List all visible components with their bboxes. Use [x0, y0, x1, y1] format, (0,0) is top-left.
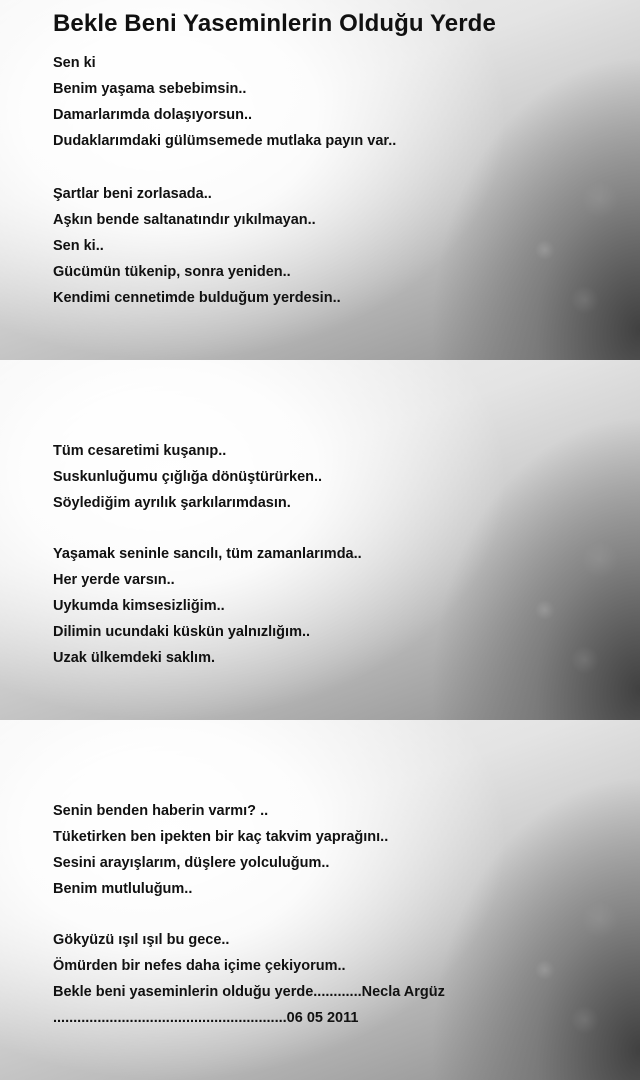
- poem-line: Aşkın bende saltanatındır yıkılmayan..: [53, 212, 316, 228]
- poem-panel-1: [0, 0, 640, 360]
- poem-line: Şartlar beni zorlasada..: [53, 186, 212, 202]
- poem-line: Tüm cesaretimi kuşanıp..: [53, 443, 227, 459]
- poem-line: Tüketirken ben ipekten bir kaç takvim yaprağını..: [53, 829, 389, 845]
- poem-line: Sen ki: [53, 55, 96, 71]
- poem-line: Dudaklarımdaki gülümsemede mutlaka payın var..: [53, 133, 397, 149]
- poem-line: Suskunluğumu çığlığa dönüştürürken..: [53, 469, 323, 485]
- stanza: [53, 181, 341, 311]
- poem-line: Benim mutluluğum..: [53, 881, 193, 897]
- poem-line: Ömürden bir nefes daha içime çekiyorum..: [53, 958, 346, 974]
- poem-line: Damarlarımda dolaşıyorsun..: [53, 107, 253, 123]
- poem-title: Bekle Beni Yaseminlerin Olduğu Yerde: [53, 10, 496, 37]
- poem-line: Sesini arayışlarım, düşlere yolculuğum..: [53, 855, 330, 871]
- poem-line: Söylediğim ayrılık şarkılarımdasın.: [53, 495, 291, 511]
- poem-line: Gücümün tükenip, sonra yeniden..: [53, 264, 291, 280]
- stanza: [53, 927, 445, 1031]
- poem-line: Sen ki..: [53, 238, 104, 254]
- poem-line: Dilimin ucundaki küskün yalnızlığım..: [53, 624, 311, 640]
- poem-line: Kendimi cennetimde bulduğum yerdesin..: [53, 290, 341, 306]
- stanza: [53, 541, 362, 671]
- poem-line: Gökyüzü ışıl ışıl bu gece..: [53, 932, 230, 948]
- poem-line: Yaşamak seninle sancılı, tüm zamanlarımda..: [53, 546, 362, 562]
- poem-line: Benim yaşama sebebimsin..: [53, 81, 247, 97]
- date-line: ..........................................................06 05 2011: [53, 1010, 359, 1026]
- poem-line: Senin benden haberin varmı? ..: [53, 803, 269, 819]
- poem-line: Uzak ülkemdeki saklım.: [53, 650, 215, 666]
- poem-line: Her yerde varsın..: [53, 572, 175, 588]
- poem-panel-2: [0, 360, 640, 720]
- poem-panel-3: [0, 720, 640, 1080]
- stanza: [53, 438, 322, 516]
- stanza: [53, 50, 396, 154]
- stanza: [53, 798, 388, 902]
- poem-line: Uykumda kimsesizliğim..: [53, 598, 225, 614]
- signature-line: Bekle beni yaseminlerin olduğu yerde............Necla Argüz: [53, 984, 445, 1000]
